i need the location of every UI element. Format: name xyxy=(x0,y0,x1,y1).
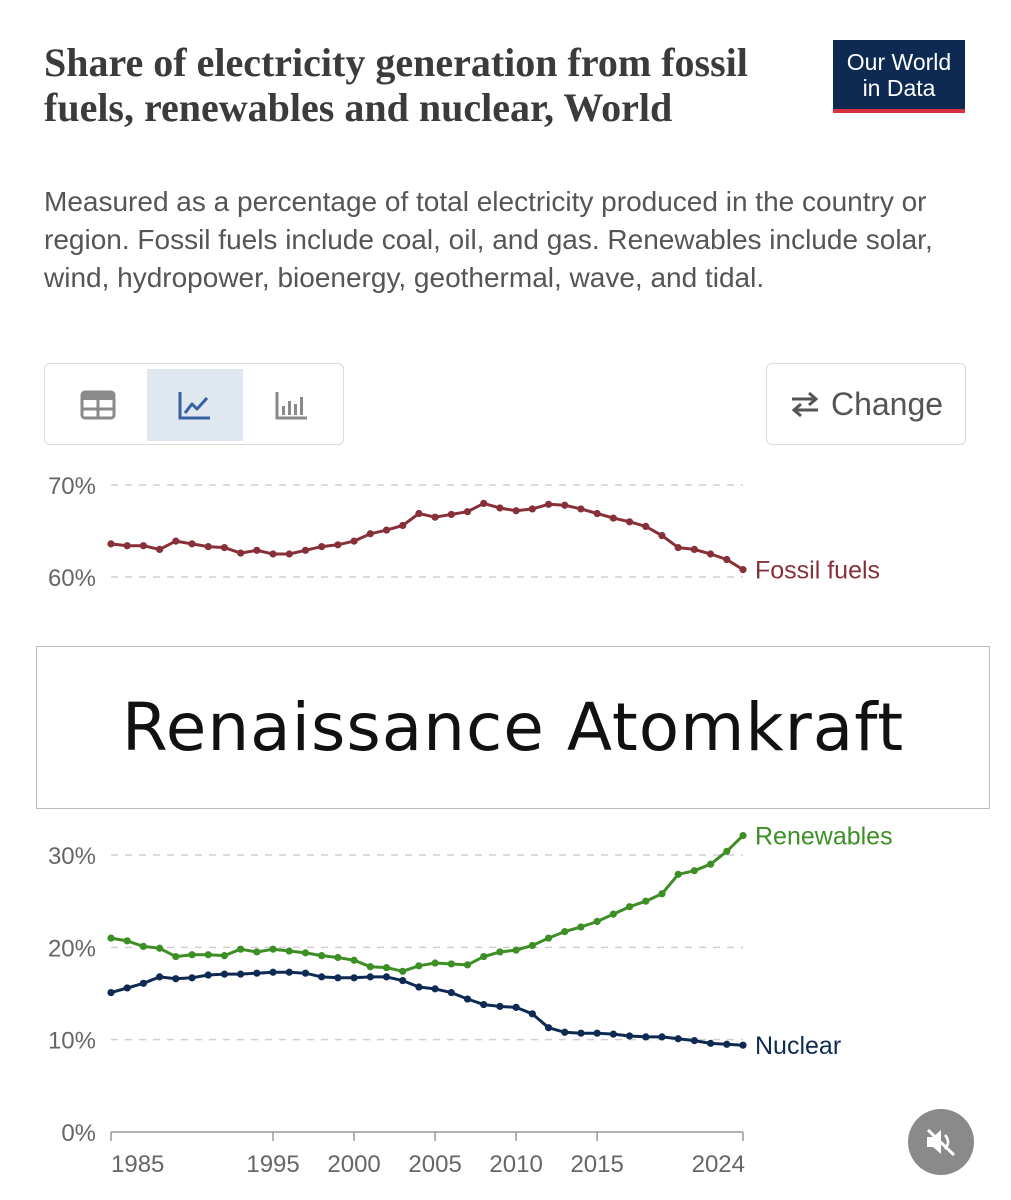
data-point xyxy=(464,995,471,1002)
data-point xyxy=(723,556,730,563)
data-point xyxy=(432,514,439,521)
data-point xyxy=(156,945,163,952)
data-point xyxy=(221,952,228,959)
data-point xyxy=(237,971,244,978)
data-point xyxy=(140,980,147,987)
data-point xyxy=(480,500,487,507)
data-point xyxy=(496,948,503,955)
overlay-banner: Renaissance Atomkraft xyxy=(36,646,990,809)
data-point xyxy=(594,918,601,925)
x-tick-label: 2000 xyxy=(327,1151,381,1178)
data-point xyxy=(448,960,455,967)
data-point xyxy=(642,523,649,530)
chart-title: Share of electricity generation from fossil fuels, renewables and nuclear, World xyxy=(44,40,748,130)
data-point xyxy=(529,942,536,949)
data-point xyxy=(513,947,520,954)
data-point xyxy=(269,946,276,953)
data-point xyxy=(529,1010,536,1017)
data-point xyxy=(383,973,390,980)
data-point xyxy=(577,1030,584,1037)
data-point xyxy=(334,541,341,548)
data-point xyxy=(172,975,179,982)
data-point xyxy=(658,890,665,897)
data-point xyxy=(350,538,357,545)
y-tick-label: 60% xyxy=(47,565,96,592)
data-point xyxy=(415,962,422,969)
data-point xyxy=(496,504,503,511)
data-point xyxy=(626,1032,633,1039)
data-point xyxy=(367,530,374,537)
data-point xyxy=(739,566,746,573)
data-point xyxy=(107,540,114,547)
data-point xyxy=(432,985,439,992)
data-point xyxy=(448,989,455,996)
data-point xyxy=(350,957,357,964)
data-point xyxy=(237,549,244,556)
data-point xyxy=(334,954,341,961)
data-point xyxy=(739,1042,746,1049)
data-point xyxy=(480,1001,487,1008)
data-point xyxy=(545,935,552,942)
data-point xyxy=(124,937,131,944)
data-point xyxy=(383,964,390,971)
data-point xyxy=(577,505,584,512)
data-point xyxy=(286,969,293,976)
data-point xyxy=(496,1003,503,1010)
data-point xyxy=(626,903,633,910)
data-point xyxy=(188,951,195,958)
data-point xyxy=(610,515,617,522)
data-point xyxy=(594,510,601,517)
data-point xyxy=(302,547,309,554)
data-point xyxy=(529,505,536,512)
data-point xyxy=(237,946,244,953)
y-tick-label: 0% xyxy=(61,1120,96,1147)
data-point xyxy=(253,948,260,955)
data-point xyxy=(286,550,293,557)
data-point xyxy=(545,1024,552,1031)
data-point xyxy=(642,1033,649,1040)
data-point xyxy=(205,951,212,958)
data-point xyxy=(513,1004,520,1011)
series-line-fossil-fuels xyxy=(111,503,743,569)
data-point xyxy=(140,943,147,950)
data-point xyxy=(399,977,406,984)
data-point xyxy=(172,538,179,545)
y-tick-label: 30% xyxy=(47,843,96,870)
data-point xyxy=(205,543,212,550)
series-label: Nuclear xyxy=(755,1032,842,1061)
x-tick-label: 2024 xyxy=(691,1151,745,1178)
data-point xyxy=(205,971,212,978)
data-point xyxy=(707,550,714,557)
data-point xyxy=(302,970,309,977)
data-point xyxy=(415,983,422,990)
series-label: Renewables xyxy=(755,822,893,851)
data-point xyxy=(399,968,406,975)
data-point xyxy=(626,518,633,525)
data-point xyxy=(610,910,617,917)
data-point xyxy=(723,848,730,855)
series-label: Fossil fuels xyxy=(755,556,881,585)
data-point xyxy=(172,953,179,960)
data-point xyxy=(513,507,520,514)
data-point xyxy=(269,969,276,976)
data-point xyxy=(561,928,568,935)
data-point xyxy=(140,542,147,549)
x-tick-label: 2015 xyxy=(570,1151,624,1178)
change-label: Change xyxy=(830,385,944,422)
data-point xyxy=(577,923,584,930)
data-point xyxy=(318,952,325,959)
data-point xyxy=(318,543,325,550)
data-point xyxy=(286,947,293,954)
data-point xyxy=(480,953,487,960)
logo-line-1: Our World xyxy=(846,49,952,75)
data-point xyxy=(253,547,260,554)
data-point xyxy=(156,546,163,553)
data-point xyxy=(610,1031,617,1038)
data-point xyxy=(318,973,325,980)
data-point xyxy=(124,542,131,549)
data-point xyxy=(124,984,131,991)
data-point xyxy=(107,989,114,996)
data-point xyxy=(561,1029,568,1036)
x-tick-label: 2010 xyxy=(489,1151,543,1178)
data-point xyxy=(415,510,422,517)
y-tick-label: 20% xyxy=(47,935,96,963)
data-point xyxy=(594,1030,601,1037)
data-point xyxy=(658,532,665,539)
data-point xyxy=(723,1041,730,1048)
data-point xyxy=(675,544,682,551)
data-point xyxy=(707,861,714,868)
logo-line-2: in Data xyxy=(862,75,936,101)
data-point xyxy=(188,540,195,547)
data-point xyxy=(399,522,406,529)
data-point xyxy=(269,550,276,557)
data-point xyxy=(221,971,228,978)
data-point xyxy=(107,935,114,942)
y-tick-label: 70% xyxy=(47,473,96,500)
data-point xyxy=(334,974,341,981)
data-point xyxy=(675,1035,682,1042)
speaker-muted-icon xyxy=(924,1127,958,1157)
data-point xyxy=(448,511,455,518)
mute-button[interactable] xyxy=(908,1109,974,1175)
data-point xyxy=(707,1040,714,1047)
data-point xyxy=(675,871,682,878)
x-tick-label: 1985 xyxy=(111,1151,165,1178)
data-point xyxy=(545,501,552,508)
x-tick-label: 1995 xyxy=(246,1151,300,1178)
data-point xyxy=(156,973,163,980)
x-tick-label: 2005 xyxy=(408,1151,462,1178)
data-point xyxy=(367,973,374,980)
data-point xyxy=(253,970,260,977)
data-point xyxy=(350,974,357,981)
data-point xyxy=(691,867,698,874)
data-point xyxy=(188,974,195,981)
y-tick-label: 10% xyxy=(47,1027,96,1055)
data-point xyxy=(464,508,471,515)
data-point xyxy=(221,544,228,551)
data-point xyxy=(691,1037,698,1044)
data-point xyxy=(302,949,309,956)
data-point xyxy=(383,526,390,533)
data-point xyxy=(464,961,471,968)
chart-subtitle: Measured as a percentage of total electricity produced in the country or region. Fossil fuels include coal, oil, and gas. Renewables include solar, wind, hydropower, bioenergy, geothermal, wave, and tidal. xyxy=(44,186,933,293)
data-point xyxy=(432,959,439,966)
data-point xyxy=(561,502,568,509)
data-point xyxy=(658,1033,665,1040)
data-point xyxy=(367,963,374,970)
data-point xyxy=(739,832,746,839)
data-point xyxy=(691,546,698,553)
data-point xyxy=(642,898,649,905)
